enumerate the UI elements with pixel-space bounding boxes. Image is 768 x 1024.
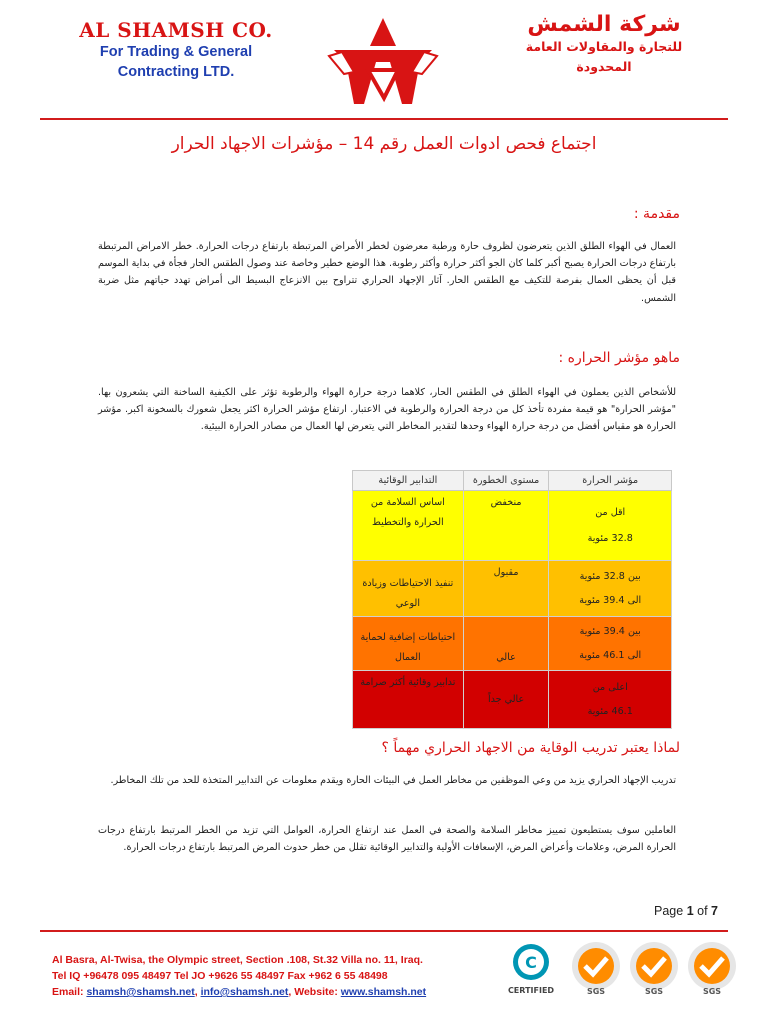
company-subtitle-ar-2: المحدودة <box>576 59 632 74</box>
page-number <box>654 904 718 918</box>
footer-address: Al Basra, Al-Twisa, the Olympic street, Section .108, St.32 Villa no. 11, Iraq. <box>52 954 423 966</box>
table-row <box>353 491 672 561</box>
sgs-badge-icon <box>568 940 624 996</box>
index-range-start: اعلى من <box>592 681 628 693</box>
index-range-start: بين 39.4 مئوية <box>579 625 641 637</box>
svg-text:SGS: SGS <box>586 987 606 996</box>
certified-label: CERTIFIED <box>507 986 555 995</box>
index-range-start: اقل من <box>595 506 626 518</box>
company-name-arabic <box>504 12 704 77</box>
company-name-ar: شركة الشمش <box>527 12 681 37</box>
table-cell-index <box>549 561 672 617</box>
training-paragraph-1: تدريب الإجهاد الحراري يزيد من وعي الموظفين من مخاطر العمل في البيئات الحارة ويقدم معلومات عن التدابير المتخذة للحد من تلك المخاطر. <box>110 775 676 786</box>
sgs-badge-icon <box>626 940 682 996</box>
table-cell-measure: تنفيذ الاحتياطات وزيادة الوعي <box>353 561 464 617</box>
table-cell-index <box>549 617 672 671</box>
table-row <box>353 617 672 671</box>
email-link-1[interactable]: shamsh@shamsh.net <box>86 986 195 998</box>
website-label: Website: <box>294 986 338 998</box>
company-subtitle-en-2: Contracting LTD. <box>117 64 235 80</box>
footer-links: Email: shamsh@shamsh.net, info@shamsh.net, Website: www.shamsh.net <box>52 986 427 998</box>
page-label: Page <box>654 904 684 918</box>
table-cell-index <box>549 491 672 561</box>
page-total: 7 <box>711 904 718 918</box>
index-range-end: الى 39.4 مئوية <box>579 594 642 606</box>
heat-index-table <box>352 470 672 729</box>
index-range-start: بين 32.8 مئوية <box>579 570 641 582</box>
table-cell-level: عالي جداً <box>463 671 549 729</box>
table-row <box>353 671 672 729</box>
table-header-measures: التدابير الوقائية <box>353 471 464 491</box>
intro-heading: مقدمة : <box>633 206 680 222</box>
footer-divider <box>40 930 728 932</box>
page-current: 1 <box>686 904 694 918</box>
table-header-index: مؤشر الحرارة <box>549 471 672 491</box>
table-cell-measure: اساس السلامة من الحرارة والتخطيط <box>353 491 464 561</box>
table-row <box>353 561 672 617</box>
company-name-english <box>66 18 286 82</box>
website-link[interactable]: www.shamsh.net <box>340 986 427 998</box>
company-name-en: AL SHAMSH CO. <box>79 18 273 42</box>
email-label: Email: <box>52 986 84 998</box>
document-title: اجتماع فحص ادوات العمل رقم 14 – مؤشرات الاجهاد الحرار <box>171 134 597 154</box>
svg-text:SGS: SGS <box>644 987 664 996</box>
training-paragraph-2: العاملين سوف يستطيعون تمييز مخاطر السلامة والصحة في العمل عند ارتفاع الحرارة، العوامل التي تزيد من الخطر المرتبط بارتفاع درجات الحرارة المرض، وعلامات وأعراض المرض، الإسعافات الأولية والتدابير الوقائية تقلل من خطر حدوث المرض المرتبط بارتفاع درجات الحرارة. <box>98 825 676 854</box>
sgs-badge-icon <box>684 940 740 996</box>
table-header-level: مستوى الخطورة <box>463 471 549 491</box>
table-cell-level: عالي <box>463 617 549 671</box>
footer-phones: Tel IQ +96478 095 48497 Tel JO +9626 55 48497 Fax +962 6 55 48498 <box>52 970 388 982</box>
footer-contact <box>52 952 426 1000</box>
svg-text:C: C <box>525 953 537 972</box>
table-cell-index <box>549 671 672 729</box>
intro-paragraph: العمال في الهواء الطلق الذين يتعرضون لظروف حارة ورطبة معرضون لخطر الأمراض المرتبطة بارتفاع درجات الحرارة. خطر الامراض المرتبطة بارتفاع درجات الحرارة يصبح أكبر كلما كان الجو أكثر حرارة وأكثر رطوبة. هذا الوضع خطير وخاصة عند وصول الطقس الحار فجأة في بداية الموسم قبل أن يحظى العمال بفرصة للتكيف مع الطقس الحار. آثار الإجهاد الحراري تتراوح بين الانزعاج البسيط الى أمراض تهدد حياتهم مثل ضربة الشمس. <box>98 241 676 304</box>
company-subtitle-ar-1: للتجارة والمقاولات العامة <box>525 39 683 54</box>
svg-text:SGS: SGS <box>702 987 722 996</box>
training-heading: لماذا يعتبر تدريب الوقاية من الاجهاد الحراري مهماً ؟ <box>381 740 680 756</box>
index-range-end: 46.1 مئوية <box>587 705 633 717</box>
email-link-2[interactable]: info@shamsh.net <box>200 986 289 998</box>
table-cell-level: منخفض <box>463 491 549 561</box>
certified-logo <box>496 940 566 996</box>
heat-index-heading: ماهو مؤشر الحراره : <box>558 350 680 366</box>
table-cell-measure: احتياطات إضافية لحماية العمال <box>353 617 464 671</box>
heat-index-paragraph: للأشخاص الذين يعملون في الهواء الطلق في الطقس الحار، كلاهما درجة حرارة الهواء والرطوبة تؤثر على الكيفية الساخنة التي يشعرون بها. "مؤشر الحرارة" هو قيمة مفردة تأخذ كل من درجة الحرارة والرطوبة في الاعتبار. ارتفاع مؤشر الحرارة اكثر يجعل شعورك بالسخونة اكبر. مؤشر الحرارة هو مقياس أفضل من درجة حرارة الهواء وحدها لتقدير المخاطر التي يتعرض لها العمال من مصادر الحرارة البيئية. <box>98 387 676 433</box>
company-logo <box>324 12 442 112</box>
index-range-end: 32.8 مئوية <box>587 532 633 544</box>
table-cell-level: مقبول <box>463 561 549 617</box>
index-range-end: الى 46.1 مئوية <box>579 649 642 661</box>
header-divider <box>40 118 728 120</box>
table-cell-measure: تدابير وقائية أكثر صرامة <box>353 671 464 729</box>
page-of: of <box>697 904 708 918</box>
company-subtitle-en-1: For Trading & General <box>99 44 253 60</box>
